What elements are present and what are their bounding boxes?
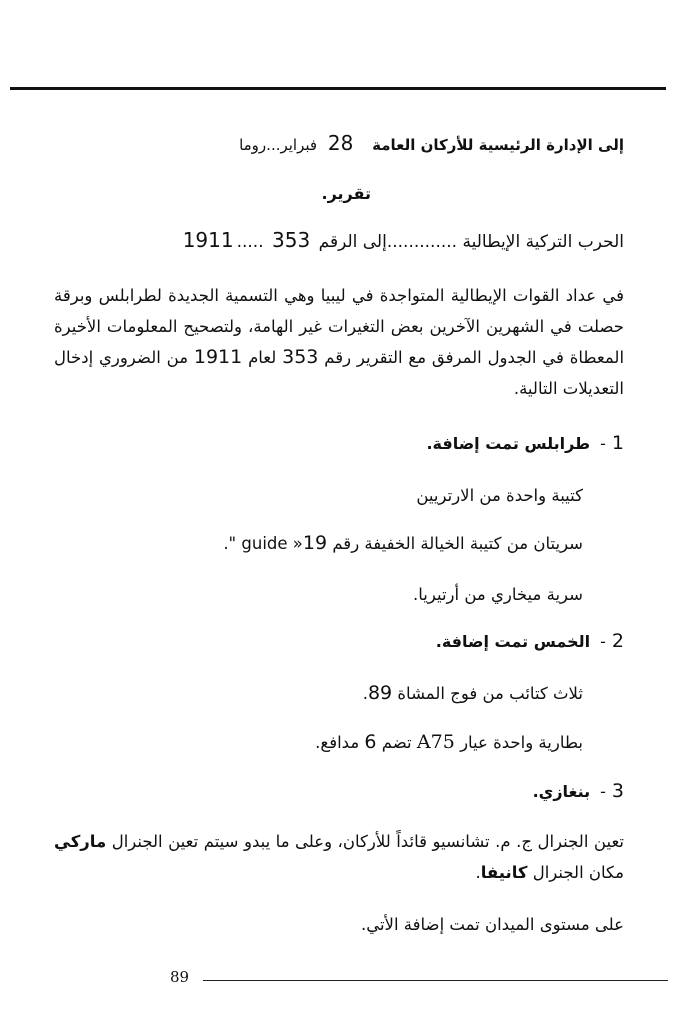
section-2-item-2-suffix: مدافع. (315, 733, 360, 752)
header-line (239, 131, 624, 157)
section-2-item-2 (315, 730, 583, 755)
section-1-item-2 (223, 531, 583, 556)
section-2-item-2-prefix: بطارية واحدة عيار (460, 733, 583, 752)
subject-number: 353 (272, 228, 311, 252)
section-1-item-1: كتيبة واحدة من الارتريين (416, 486, 583, 505)
section-2-item-2-code: A75 (416, 731, 455, 753)
closing-part1: تعين الجنرال ج. م. تشانسيو قائداً للأركان، وعلى ما يبدو سيتم تعين الجنرال (111, 832, 624, 851)
intro-part3: من الضروري إدخال التعديلات التالية. (54, 348, 624, 398)
intro-paragraph (54, 280, 624, 404)
closing-part2: مكان الجنرال (532, 863, 624, 882)
intro-num2: 1911 (193, 346, 243, 368)
section-2-item-1 (363, 681, 583, 706)
final-line: على مستوى الميدان تمت إضافة الأتي. (360, 915, 624, 934)
section-3-title: بنغازي. (532, 782, 591, 801)
section-1-dash: - (600, 434, 606, 453)
section-1-item-2-text: سريتان من كتيبة الخيالة الخفيفة رقم (332, 534, 583, 553)
section-1-item-2-num: 19 (302, 532, 328, 554)
section-1-index: 1 (611, 432, 624, 454)
section-3-heading (533, 779, 624, 804)
subject-year: 1911 (182, 228, 234, 252)
date-day: 28 (327, 131, 354, 155)
section-1-title: طرابلس تمت إضافة. (426, 434, 591, 453)
page-number: 89 (170, 968, 190, 986)
section-2-dash: - (600, 632, 606, 651)
top-horizontal-rule (10, 87, 666, 90)
subject-suffix: ..... (236, 232, 264, 252)
report-title: تقرير. (321, 184, 371, 203)
subject-prefix: الحرب التركية الإيطالية .............إلى الرقم (318, 232, 624, 252)
section-3-dash: - (600, 782, 606, 801)
intro-part2: لعام (248, 348, 277, 367)
closing-part3: . (475, 863, 481, 882)
footer-horizontal-rule (203, 980, 668, 981)
section-1-heading (426, 431, 624, 456)
recipient-text: إلى الإدارة الرئيسية للأركان العامة (372, 136, 624, 154)
closing-bold1: ماركي (54, 832, 107, 851)
closing-bold2: كانيفا (480, 863, 528, 882)
section-2-item-1-prefix: ثلاث كتائب من فوج المشاة (397, 684, 583, 703)
section-1-item-3: سرية ميخاري من أرتيريا. (413, 585, 583, 604)
section-2-item-1-suffix: . (362, 684, 368, 703)
section-2-title: الخمس تمت إضافة. (435, 632, 591, 651)
section-2-index: 2 (611, 630, 624, 652)
section-1-item-2-tail: « guide ". (223, 534, 303, 553)
intro-part1: في عداد القوات الإيطالية المتواجدة في ليبيا وهي التسمية الجديدة لطرابلس وبرقة حصلت في الشهرين الآخرين بعض التغيرات غير الهامة، ولتصحيح المعلومات الأخيرة المعطاة في الجدول المرفق مع التقرير رقم (54, 286, 625, 367)
section-2-item-1-num: 89 (367, 682, 393, 704)
section-2-item-2-mid: تضم (381, 733, 412, 752)
section-2-heading (436, 629, 624, 654)
date-rest: فبراير...روما (239, 136, 318, 154)
closing-paragraph (54, 826, 624, 888)
intro-num1: 353 (282, 346, 319, 368)
section-2-item-2-num: 6 (364, 731, 377, 753)
section-3-index: 3 (611, 780, 624, 802)
subject-line (180, 228, 624, 254)
